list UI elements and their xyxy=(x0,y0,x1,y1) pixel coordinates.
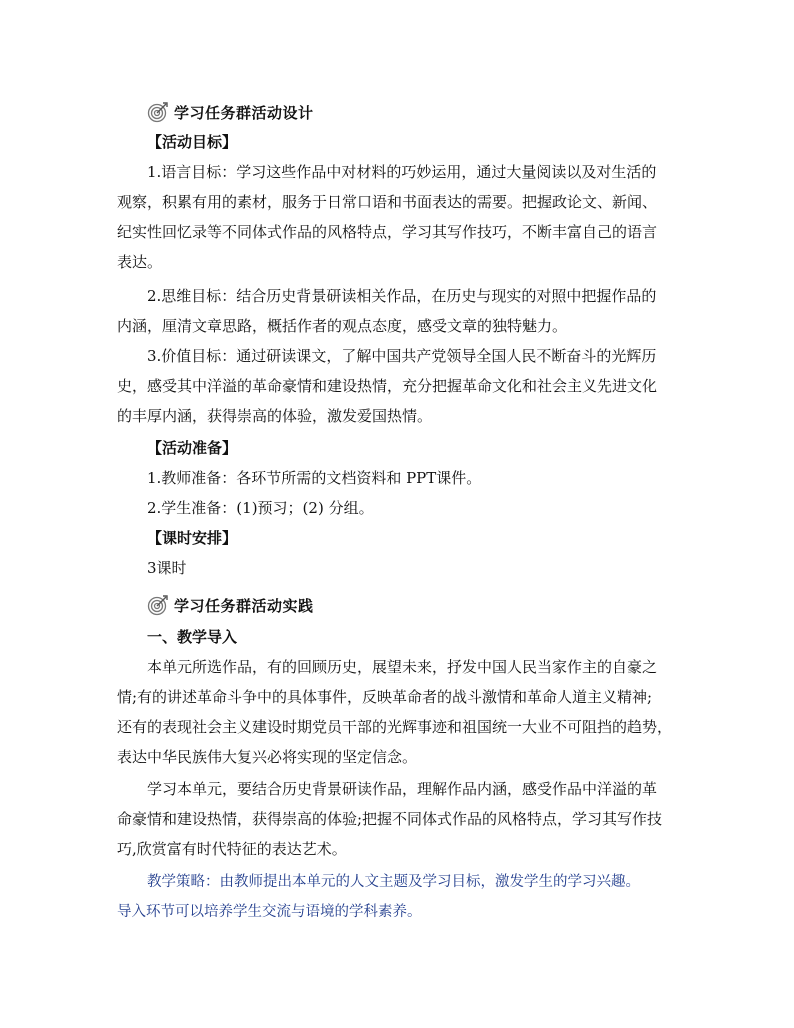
intro-heading: 一、教学导入 xyxy=(147,628,238,646)
text-line: 2.思维目标：结合历史背景研读相关作品，在历史与现实的对照中把握作品的 xyxy=(147,287,657,305)
text-line: 观察，积累有用的素材，服务于日常口语和书面表达的需要。把握政论文、新闻、 xyxy=(117,193,658,211)
text-line: 情;有的讲述革命斗争中的具体事件，反映革命者的战斗激情和革命人道主义精神; xyxy=(117,688,653,706)
prep-heading: 【活动准备】 xyxy=(147,439,238,457)
text-line: 表达。 xyxy=(117,253,163,271)
text-line: 表达中华民族伟大复兴必将实现的坚定信念。 xyxy=(117,748,418,766)
section-title: 学习任务群活动实践 xyxy=(174,596,314,615)
schedule-value: 3课时 xyxy=(147,559,187,577)
text-line: 命豪情和建设热情，获得崇高的体验;把握不同体式作品的风格特点，学习其写作技 xyxy=(117,810,663,828)
strategy-line: 导入环节可以培养学生交流与语境的学科素养。 xyxy=(117,904,422,920)
text-line: 还有的表现社会主义建设时期党员干部的光辉事迹和祖国统一大业不可阻挡的趋势， xyxy=(117,718,673,736)
text-line: 内涵，厘清文章思路，概括作者的观点态度，感受文章的独特魅力。 xyxy=(117,317,568,335)
goal-language xyxy=(117,157,658,277)
text-line: 学习本单元，要结合历史背景研读作品，理解作品内涵，感受作品中洋溢的革 xyxy=(147,780,658,798)
strategy-line: 教学策略：由教师提出本单元的人文主题及学习目标，激发学生的学习兴趣。 xyxy=(147,874,640,890)
prep-teacher: 1.教师准备：各环节所需的文档资料和 PPT课件。 xyxy=(147,469,482,487)
text-line: 史，感受其中洋溢的革命豪情和建设热情，充分把握革命文化和社会主义先进文化 xyxy=(117,377,658,395)
text-line: 巧,欣赏富有时代特征的表达艺术。 xyxy=(117,840,347,858)
goal-thinking xyxy=(117,281,657,341)
intro-paragraph-1 xyxy=(117,652,673,772)
teaching-strategy xyxy=(117,867,677,927)
text-line: 1.语言目标：学习这些作品中对材料的巧妙运用，通过大量阅读以及对生活的 xyxy=(147,163,657,181)
intro-paragraph-2 xyxy=(117,774,663,864)
goal-value xyxy=(117,341,658,431)
target-icon xyxy=(147,101,169,123)
schedule-heading: 【课时安排】 xyxy=(147,529,238,547)
target-icon xyxy=(147,594,169,616)
prep-student: 2.学生准备：(1)预习；(2) 分组。 xyxy=(147,499,374,517)
text-line: 纪实性回忆录等不同体式作品的风格特点，学习其写作技巧，不断丰富自己的语言 xyxy=(117,223,658,241)
text-line: 本单元所选作品，有的回顾历史，展望未来，抒发中国人民当家作主的自豪之 xyxy=(147,658,658,676)
goals-heading: 【活动目标】 xyxy=(147,133,238,151)
section-heading-design xyxy=(147,100,314,124)
section-heading-practice xyxy=(147,593,314,617)
text-line: 的丰厚内涵，获得崇高的体验，激发爱国热情。 xyxy=(117,407,433,425)
text-line: 3.价值目标：通过研读课文，了解中国共产党领导全国人民不断奋斗的光辉历 xyxy=(147,347,657,365)
section-title: 学习任务群活动设计 xyxy=(174,103,314,122)
